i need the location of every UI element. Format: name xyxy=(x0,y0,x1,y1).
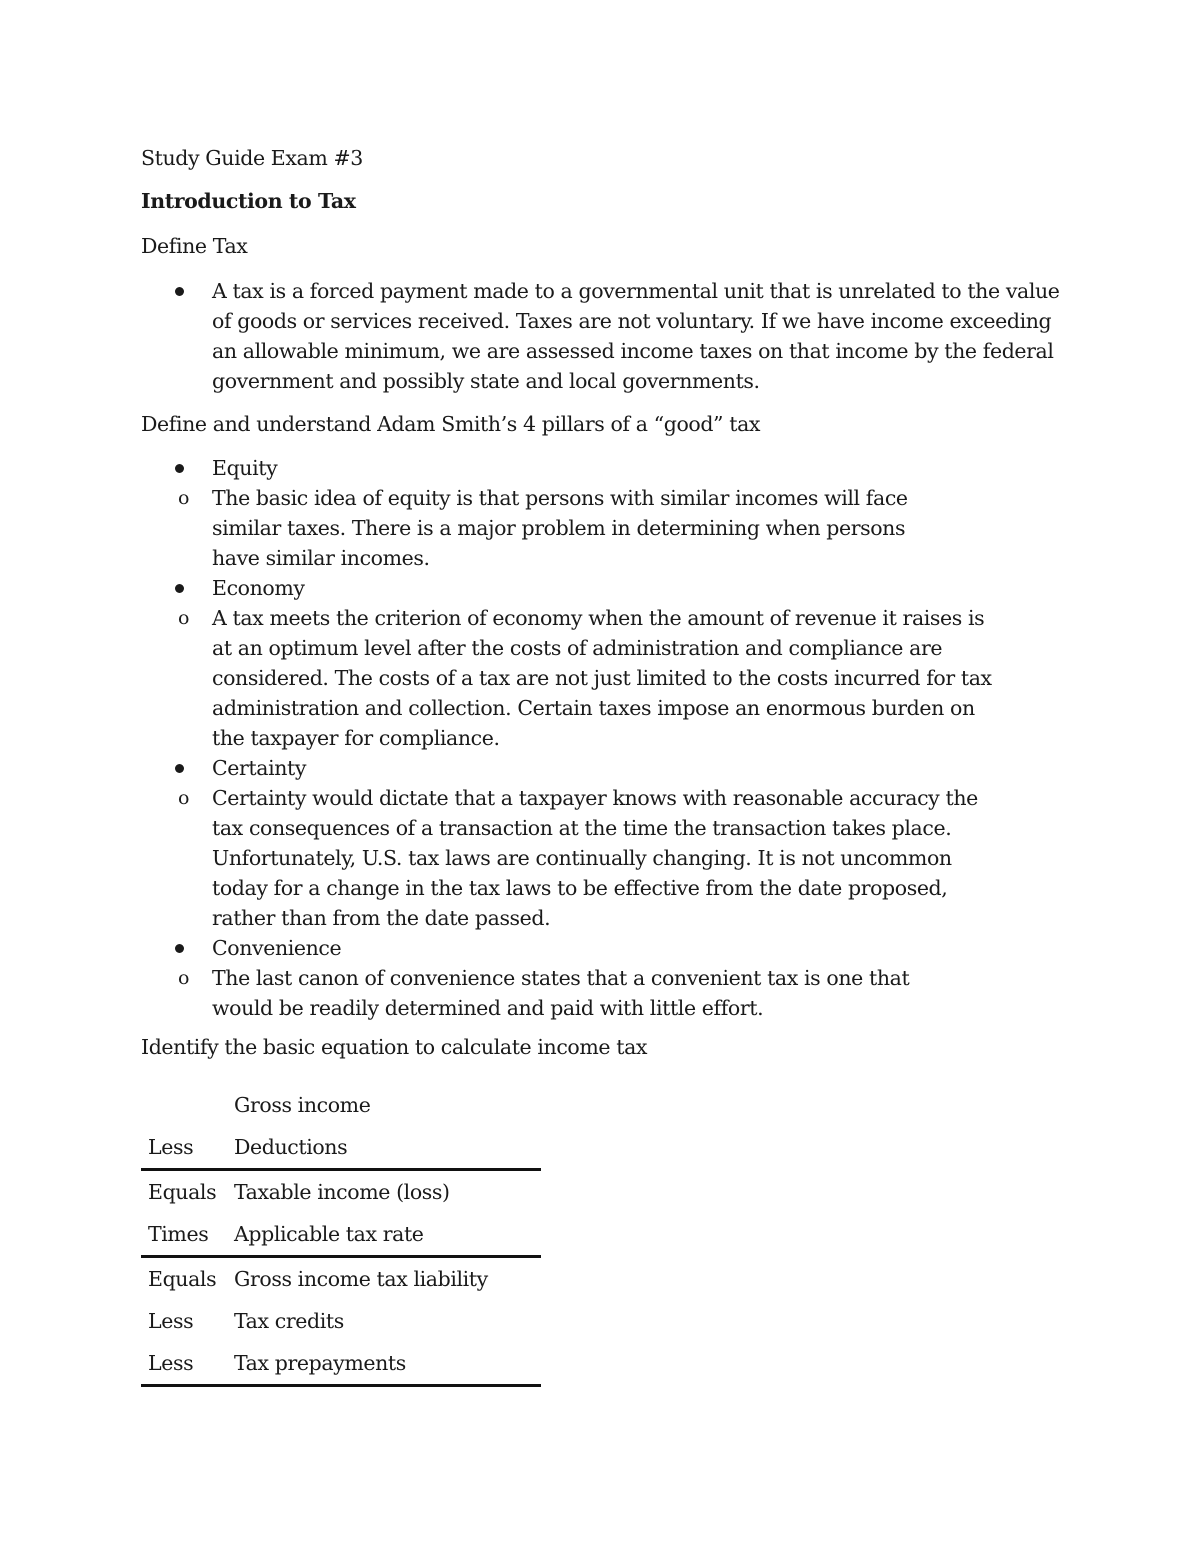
pillar-description: A tax meets the criterion of economy when the amount of revenue it raises is at an optimum level after the costs of administration and compliance are considered. The costs of a tax are not just limited to the costs incurred for tax administration and collection. Certain taxes impose an enormous burden on the taxpayer for compliance. xyxy=(212,606,992,750)
bullet-icon xyxy=(175,764,184,773)
equation-item: Taxable income (loss) xyxy=(234,1180,450,1204)
equation-operator: Less xyxy=(148,1309,194,1333)
table-row xyxy=(141,1342,541,1386)
pillar-description: The basic idea of equity is that persons with similar incomes will face similar taxes. There is a major problem in determining when persons have similar incomes. xyxy=(212,486,908,570)
circle-bullet-icon: o xyxy=(178,487,190,509)
equation-operator: Less xyxy=(141,1342,234,1386)
pillar-economy xyxy=(172,573,1072,753)
bullet-icon xyxy=(175,944,184,953)
answer-text: A tax is a forced payment made to a governmental unit that is unrelated to the value of goods or services received. Taxes are not voluntary. If we have income exceeding an allowable minimum, we are assessed income taxes on that income by the federal government and possibly state and local governments. xyxy=(212,279,1060,393)
circle-bullet-icon: o xyxy=(178,607,190,629)
income-tax-equation-table xyxy=(141,1084,541,1387)
sub-list xyxy=(178,483,1072,573)
equation-operator xyxy=(141,1084,234,1126)
equation-item: Gross income xyxy=(234,1093,371,1117)
sub-list xyxy=(178,603,1072,753)
pillar-name: Economy xyxy=(212,576,305,600)
define-tax-answer-list xyxy=(172,276,1072,396)
equation-operator: Less xyxy=(141,1126,234,1170)
table-row xyxy=(141,1257,541,1301)
pillar-description: The last canon of convenience states that a convenient tax is one that would be readily determined and paid with little effort. xyxy=(212,966,910,1020)
bullet-icon xyxy=(175,287,184,296)
equation-item: Applicable tax rate xyxy=(234,1213,541,1257)
pillar-name: Certainty xyxy=(212,756,307,780)
table-row xyxy=(141,1300,541,1342)
list-item xyxy=(172,276,1072,396)
list-item xyxy=(102,783,1072,933)
pillar-name: Convenience xyxy=(212,936,342,960)
equation-operator: Equals xyxy=(148,1267,217,1291)
table-row xyxy=(141,1126,541,1170)
table-row xyxy=(141,1084,541,1126)
section-heading: Introduction to Tax xyxy=(141,189,356,213)
pillar-description: Certainty would dictate that a taxpayer knows with reasonable accuracy the tax consequences of a transaction at the time the transaction takes place. Unfortunately, U.S. tax laws are continually changing. It is not uncommon today for a change in the tax laws to be effective from the date proposed, rather than from the date passed. xyxy=(212,786,978,930)
equation-operator: Equals xyxy=(148,1180,217,1204)
document-title: Study Guide Exam #3 xyxy=(141,146,363,170)
pillar-convenience xyxy=(172,933,1072,1023)
sub-list xyxy=(178,783,1072,933)
table-row xyxy=(141,1170,541,1214)
equation-item: Gross income tax liability xyxy=(234,1267,488,1291)
bullet-icon xyxy=(175,464,184,473)
circle-bullet-icon: o xyxy=(178,787,190,809)
sub-list xyxy=(178,963,1072,1023)
bullet-icon xyxy=(175,584,184,593)
equation-item: Tax prepayments xyxy=(234,1342,541,1386)
question-income-tax-equation: Identify the basic equation to calculate income tax xyxy=(141,1035,648,1059)
question-four-pillars: Define and understand Adam Smith’s 4 pillars of a “good” tax xyxy=(141,412,761,436)
list-item xyxy=(102,483,1072,573)
list-item xyxy=(102,963,1072,1023)
pillar-name: Equity xyxy=(212,456,278,480)
equation-item: Tax credits xyxy=(234,1309,344,1333)
equation-operator: Times xyxy=(141,1213,234,1257)
table-row xyxy=(141,1213,541,1257)
equation-item: Deductions xyxy=(234,1126,541,1170)
question-define-tax: Define Tax xyxy=(141,234,248,258)
list-item xyxy=(102,603,1072,753)
circle-bullet-icon: o xyxy=(178,967,190,989)
pillars-list xyxy=(172,453,1072,1023)
pillar-equity xyxy=(172,453,1072,573)
pillar-certainty xyxy=(172,753,1072,933)
